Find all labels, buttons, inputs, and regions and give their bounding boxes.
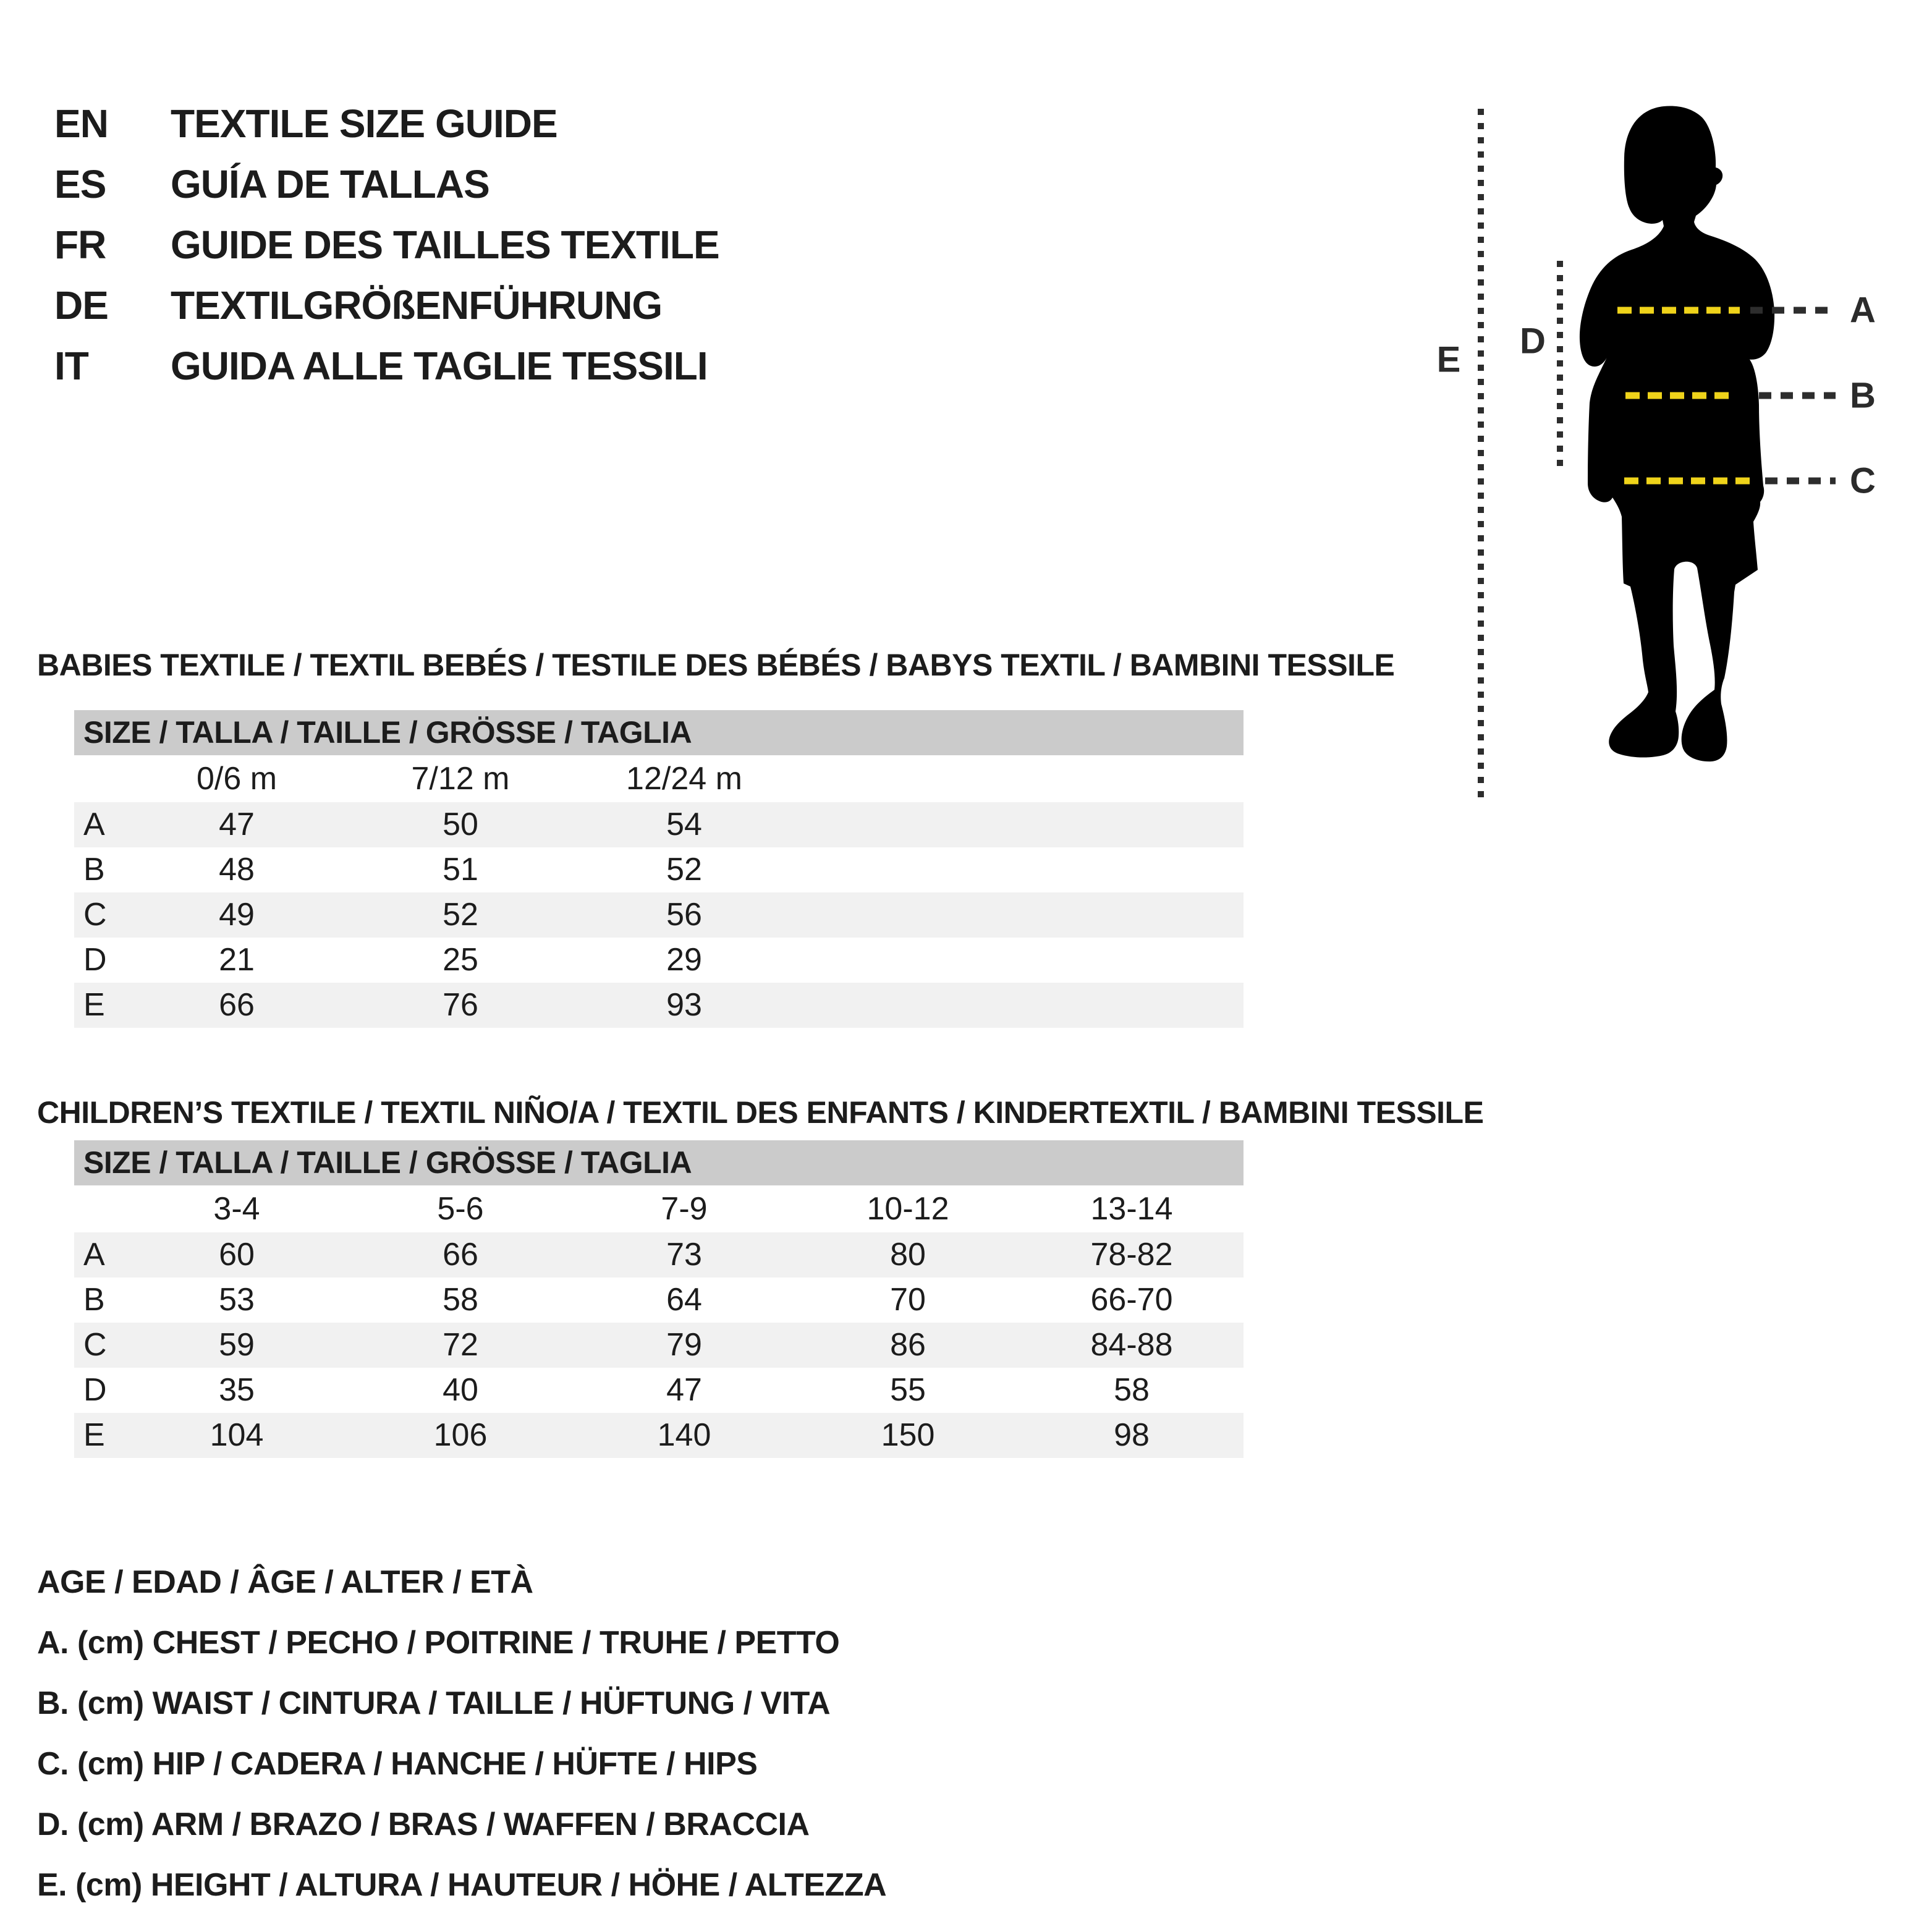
legend-arm: D. (cm) ARM / BRAZO / BRAS / WAFFEN / BRACCIA (37, 1807, 810, 1842)
babies-table-header-band: SIZE / TALLA / TAILLE / GRÖSSE / TAGLIA (74, 710, 1244, 755)
row-label: A (83, 1237, 105, 1273)
lang-code-en: EN (54, 101, 108, 146)
row-label: E (83, 1417, 105, 1453)
measure-label-b: B (1850, 375, 1876, 416)
table-row: C 59 72 79 86 84-88 (74, 1323, 1244, 1368)
table-row: C 49 52 56 (74, 892, 1244, 938)
legend-chest: A. (cm) CHEST / PECHO / POITRINE / TRUHE / PETTO (37, 1625, 840, 1661)
row-label: D (83, 942, 107, 978)
lang-title-it: GUIDA ALLE TAGLIE TESSILI (171, 344, 708, 388)
lang-title-de: TEXTILGRÖßENFÜHRUNG (171, 283, 663, 328)
children-col-5-6: 5-6 (437, 1191, 484, 1227)
lang-code-it: IT (54, 344, 88, 388)
row-label: B (83, 1282, 105, 1318)
children-table (74, 1140, 1244, 1458)
legend-age: AGE / EDAD / ÂGE / ALTER / ETÀ (37, 1564, 533, 1600)
measure-label-d: D (1520, 321, 1546, 362)
row-label: D (83, 1372, 107, 1408)
row-label: B (83, 852, 105, 888)
babies-col-7-12m: 7/12 m (411, 761, 510, 797)
lang-code-de: DE (54, 283, 108, 328)
table-row: A 60 66 73 80 78-82 (74, 1232, 1244, 1277)
lang-code-es: ES (54, 162, 106, 206)
measure-label-c: C (1850, 460, 1876, 501)
table-row: B 53 58 64 70 66-70 (74, 1277, 1244, 1323)
babies-table (74, 710, 1244, 1028)
children-col-7-9: 7-9 (661, 1191, 708, 1227)
babies-table-title: BABIES TEXTILE / TEXTIL BEBÉS / TESTILE DES BÉBÉS / BABYS TEXTIL / BAMBINI TESSILE (37, 648, 1395, 682)
table-row: B 48 51 52 (74, 847, 1244, 892)
measure-label-e: E (1436, 339, 1461, 380)
table-row: E 104 106 140 150 98 (74, 1413, 1244, 1458)
legend-hip: C. (cm) HIP / CADERA / HANCHE / HÜFTE / HIPS (37, 1746, 758, 1782)
children-col-13-14: 13-14 (1090, 1191, 1173, 1227)
children-table-column-header-row (74, 1185, 1244, 1232)
legend-waist: B. (cm) WAIST / CINTURA / TAILLE / HÜFTUNG / VITA (37, 1685, 831, 1721)
children-col-3-4: 3-4 (213, 1191, 260, 1227)
babies-col-0-6m: 0/6 m (196, 761, 278, 797)
children-table-header-band: SIZE / TALLA / TAILLE / GRÖSSE / TAGLIA (74, 1140, 1244, 1185)
table-row: A 47 50 54 (74, 802, 1244, 847)
table-row: D 21 25 29 (74, 938, 1244, 983)
child-silhouette-icon (1580, 106, 1774, 762)
lang-code-fr: FR (54, 222, 106, 267)
children-table-title: CHILDREN’S TEXTILE / TEXTIL NIÑO/A / TEXTIL DES ENFANTS / KINDERTEXTIL / BAMBINI TESSILE (37, 1095, 1484, 1130)
lang-title-en: TEXTILE SIZE GUIDE (171, 101, 557, 146)
legend-height: E. (cm) HEIGHT / ALTURA / HAUTEUR / HÖHE / ALTEZZA (37, 1867, 887, 1903)
row-label: C (83, 897, 107, 933)
measure-label-a: A (1850, 290, 1876, 331)
row-label: A (83, 807, 105, 842)
row-label: C (83, 1327, 107, 1363)
children-col-10-12: 10-12 (866, 1191, 949, 1227)
lang-title-es: GUÍA DE TALLAS (171, 162, 489, 206)
row-label: E (83, 987, 105, 1023)
babies-table-column-header-row (74, 755, 1244, 802)
lang-title-fr: GUIDE DES TAILLES TEXTILE (171, 222, 719, 267)
babies-col-12-24m: 12/24 m (626, 761, 742, 797)
table-row: D 35 40 47 55 58 (74, 1368, 1244, 1413)
table-row: E 66 76 93 (74, 983, 1244, 1028)
